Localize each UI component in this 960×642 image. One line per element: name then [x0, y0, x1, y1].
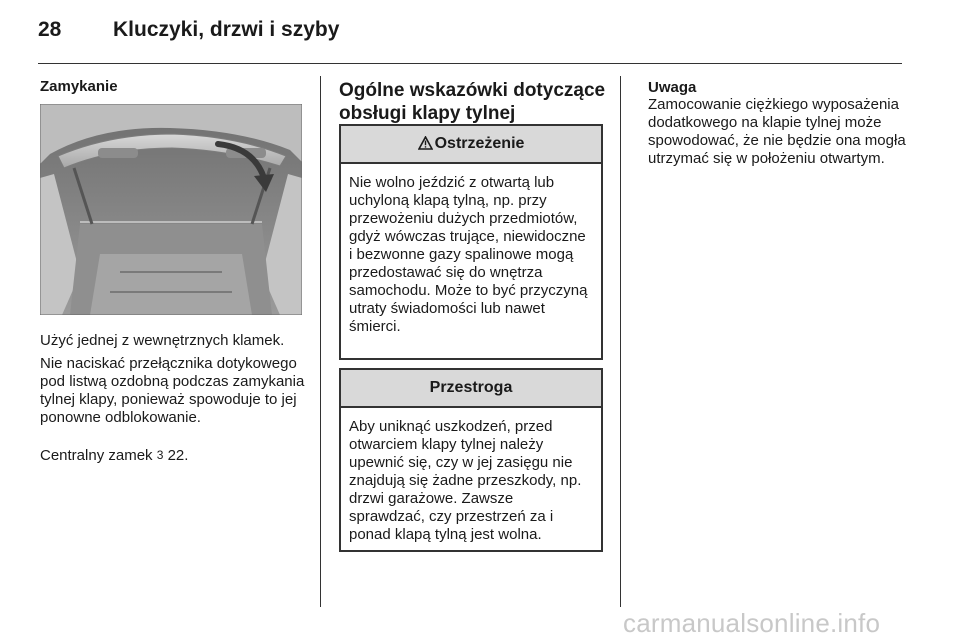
page-number: 28 — [38, 18, 62, 41]
section-title: Ogólne wskazówki dotyczące obsługi klapy tylnej — [339, 80, 606, 124]
warning-box — [339, 124, 603, 360]
body-paragraph: Użyć jednej z wewnętrznych klamek. — [40, 332, 285, 349]
xref-text: Centralny zamek — [40, 447, 153, 464]
column-divider — [320, 76, 321, 607]
page-reference-icon: 3 — [156, 448, 164, 462]
column-divider — [620, 76, 621, 607]
section-title: Zamykanie — [40, 78, 118, 95]
cross-reference — [40, 446, 310, 465]
tailgate-illustration — [40, 104, 302, 315]
warning-heading: Ostrzeżenie — [434, 135, 525, 152]
xref-page: 22. — [167, 447, 189, 464]
note-text: Zamocowanie ciężkiego wyposażenia dodatkowego na klapie tylnej może spowodować, że nie będzie ona mogła utrzymać się w położeniu otwartym. — [648, 96, 906, 167]
note-title: Uwaga — [648, 79, 697, 96]
watermark: carmanualsonline.info — [623, 608, 881, 638]
warning-text: Nie wolno jeździć z otwartą lub uchyloną klapą tylną, np. przy przewożeniu dużych przedmiotów, gdyż wówczas trujące, niewidoczne i bezwonne gazy spalinowe mogą przedostawać się do wnętrza samochodu. Może to być przyczyną utraty świadomości lub nawet śmierci. — [349, 174, 588, 335]
caution-text: Aby uniknąć uszkodzeń, przed otwarciem klapy tylnej należy upewnić się, czy w jej zasięgu nie znajdują się żadne przeszkody, np. drzwi garażowe. Zawsze sprawdzać, czy przestrzeń za i ponad klapą tylną jest wolna. — [349, 418, 582, 543]
caution-heading: Przestroga — [341, 370, 601, 408]
body-paragraph: Nie naciskać przełącznika dotykowego pod listwą ozdobną podczas zamykania tylnej klapy, ponieważ spowoduje to jej ponowne odblokowanie. — [40, 355, 305, 426]
header-rule — [38, 63, 902, 64]
warning-header — [341, 126, 601, 164]
warning-triangle-icon — [418, 136, 433, 153]
page-heading: Kluczyki, drzwi i szyby — [113, 18, 340, 41]
caution-box — [339, 368, 603, 552]
tailgate-figure — [40, 104, 302, 315]
